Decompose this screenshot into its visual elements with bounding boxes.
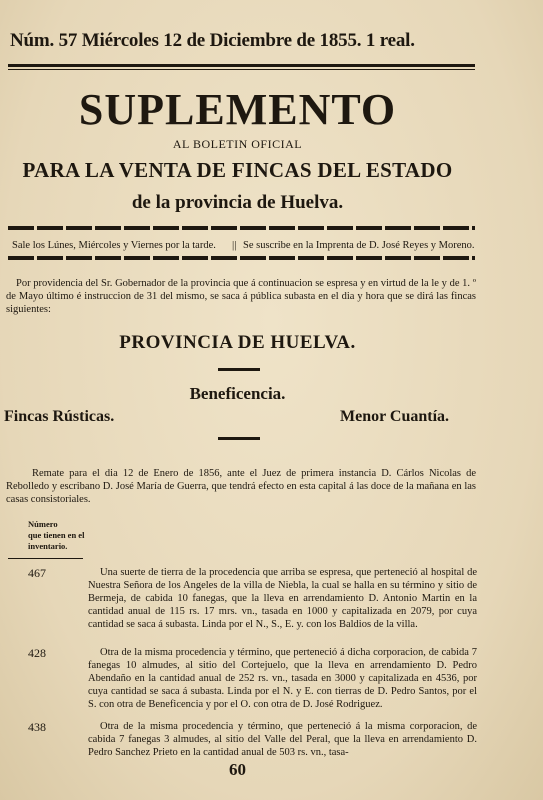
remate-paragraph: Remate para el dia 12 de Enero de 1856, ante el Juez de primera instancia D. Cárlos Nicolas de Rebolledo y escribano D. José María de Guerra, que tendrá efecto en esta capital á las doce de la mañana en las casas consistoriales. (6, 468, 476, 505)
page-number: 60 (229, 760, 246, 779)
section-rule-2 (218, 437, 260, 440)
fincas-rusticas-heading: Fincas Rústicas. (4, 408, 115, 425)
subscription-info: Se suscribe en la Imprenta de D. José Reyes y Moreno. (243, 240, 475, 251)
section-rule (218, 368, 260, 371)
entry-text (88, 566, 477, 631)
entry-paragraph: Una suerte de tierra de la procedencia que arriba se espresa, que perteneció al hospital de Nuestra Señora de los Angeles de la villa de Niebla, la cual se halla en su término y sitio de Bermeja, de cabida 10 fanegas, que la lleva en arrendamiento D. Antonio Martin en la cantidad anual de 115 rs. 17 mrs. vn., tasada en 1000 y capitalizada en 2079, por cuya cantidad se saca á subasta. Linda por el N., S., E. y. con los Baldios de la villa. (88, 567, 477, 630)
menor-cuantia-heading: Menor Cuantía. (340, 408, 450, 425)
numero-rule (8, 558, 83, 559)
issue-header: Núm. 57 Miércoles 12 de Diciembre de 1855. 1 real. (10, 30, 415, 51)
numero-label-line: inventario. (28, 541, 68, 551)
entry-text (88, 646, 477, 711)
masthead-subtitle: AL BOLETIN OFICIAL (172, 137, 303, 151)
numero-label-line: que tienen en el (28, 530, 85, 540)
intro-paragraph: Por providencia del Sr. Gobernador de la provincia que á continuacion se espresa y en virtud de la le y de 1. º de Mayo último é instruccion de 31 del mismo, se saca á pública subasta en el dia y hora que se dirá las fincas siguientes: (6, 278, 476, 315)
header-rule-thin (8, 69, 475, 70)
masthead-province: de la provincia de Huelva. (131, 192, 344, 213)
entry-number: 438 (28, 720, 46, 734)
entry-paragraph: Otra de la misma procedencia y término, que perteneció á la misma corporacion, de cabida 7 fanegas 3 almudes, al sitio del Valle del Peral, que la lleva en arrendamiento D. Pedro Sanchez Prieto en la cantidad anual de 503 rs. vn., tasa- (88, 721, 477, 758)
masthead-heading: PARA LA VENTA DE FINCAS DEL ESTADO (22, 158, 453, 182)
province-heading: PROVINCIA DE HUELVA. (119, 332, 356, 353)
entry-paragraph: Otra de la misma procedencia y término, que perteneció á dicha corporacion, de cabida 7 fanegas 10 almudes, al sitio del Cortejuelo, que la lleva en arrendamiento D. Pedro Abendaño en la cantidad anual de 252 rs. vn., tasada en 3000 y capitalizada en 4536, por cuya cantidad se saca á subasta. Linda por el N. y E. con tierras de D. Pedro Santos, por el S. con otra de Beneficencia y por el O. con otra de D. José Rodriguez. (88, 647, 477, 710)
entry-number: 428 (28, 646, 46, 660)
publication-separator: || (232, 239, 237, 251)
inventory-number-label (28, 519, 84, 552)
entry-number: 467 (28, 566, 46, 580)
masthead-title: SUPLEMENTO (78, 85, 397, 134)
decorative-rule-top (8, 226, 475, 230)
publication-schedule: Sale los Lúnes, Miércoles y Viernes por la tarde. (12, 240, 216, 251)
numero-label-line: Número (28, 519, 58, 529)
entry-text (88, 720, 477, 759)
decorative-rule-bottom (8, 256, 475, 260)
header-rule (8, 64, 475, 67)
beneficencia-heading: Beneficencia. (189, 384, 286, 403)
